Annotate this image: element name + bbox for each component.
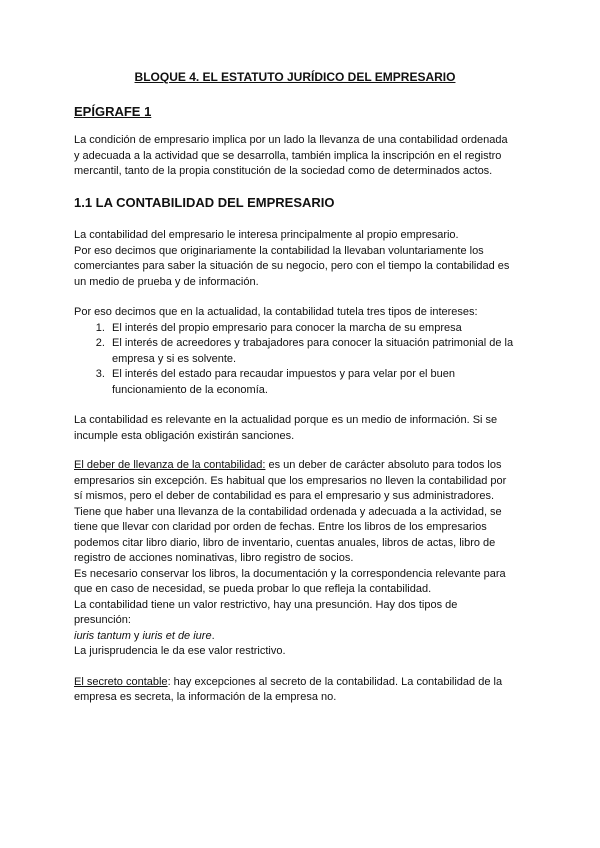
contabilidad-paragraph-line1: La contabilidad del empresario le interesa principalmente al propio empresario.	[74, 229, 459, 241]
jurisprudencia-paragraph: La jurisprudencia le da ese valor restrictivo.	[74, 645, 286, 657]
intro-paragraph: La condición de empresario implica por un lado la llevanza de una contabilidad ordenada y adecuada a la actividad que se desarrolla, también implica la inscripción en el registro mercantil, tanto de la propia constitución de la sociedad como de determinados actos.	[74, 134, 508, 177]
relevancia-paragraph: La contabilidad es relevante en la actualidad porque es un medio de información. Si se incumple esta obligación existirán sanciones.	[74, 414, 498, 442]
deber-label: El deber de llevanza de la contabilidad:	[74, 459, 266, 471]
document-title: BLOQUE 4. EL ESTATUTO JURÍDICO DEL EMPRESARIO	[134, 70, 456, 84]
presuncion-paragraph	[74, 598, 516, 645]
intereses-list	[74, 321, 516, 399]
secreto-label: El secreto contable	[74, 675, 168, 688]
period: .	[211, 629, 215, 642]
secreto-paragraph	[74, 675, 516, 706]
latin-term-2: iuris et de iure	[142, 629, 212, 642]
list-item: 2. El interés de acreedores y trabajadores para conocer la situación patrimonial de la empresa y si es solvente.	[108, 336, 516, 367]
epigrafe-heading: EPÍGRAFE 1	[74, 103, 152, 119]
intereses-intro: Por eso decimos que en la actualidad, la contabilidad tutela tres tipos de intereses:	[74, 306, 478, 318]
conservar-paragraph: Es necesario conservar los libros, la documentación y la correspondencia relevante para que en caso de necesidad, se pueda probar lo que refleja la contabilidad.	[74, 567, 506, 595]
latin-term-1: iuris tantum	[74, 629, 131, 642]
contabilidad-paragraph-line2: Por eso decimos que originariamente la contabilidad la llevaban voluntariamente los comerciantes para saber la situación de su negocio, pero con el tiempo la contabilidad es un medio de prueba y de información.	[74, 244, 510, 288]
deber-text: es un deber de carácter absoluto para todos los empresarios sin excepción. Es habitual que los empresarios no lleven la contabilidad por sí mismos, pero el deber de contabilidad es para el empresario y sus administradores. Tiene que haber una llevanza de la contabilidad ordenada y adecuada a la actividad, se tiene que llevar con claridad por orden de fechas. Entre los libros de los empresarios podemos citar libro diario, libro de inventario, cuentas anuales, libros de actas, libro de registro de acciones nominativas, libro registro de socios.	[74, 459, 507, 564]
conjunction: y	[130, 629, 143, 642]
list-item: 1. El interés del propio empresario para conocer la marcha de su empresa	[108, 321, 516, 337]
deber-paragraph	[74, 458, 516, 567]
list-item: 3. El interés del estado para recaudar impuestos y para velar por el buen funcionamiento de la economía.	[108, 367, 516, 398]
secreto-text: : hay excepciones al secreto de la contabilidad. La contabilidad de la empresa es secreta, la información de la empresa no.	[74, 675, 503, 703]
section-heading: 1.1 LA CONTABILIDAD DEL EMPRESARIO	[74, 194, 335, 210]
presuncion-text: La contabilidad tiene un valor restrictivo, hay una presunción. Hay dos tipos de presunción:	[74, 598, 458, 626]
